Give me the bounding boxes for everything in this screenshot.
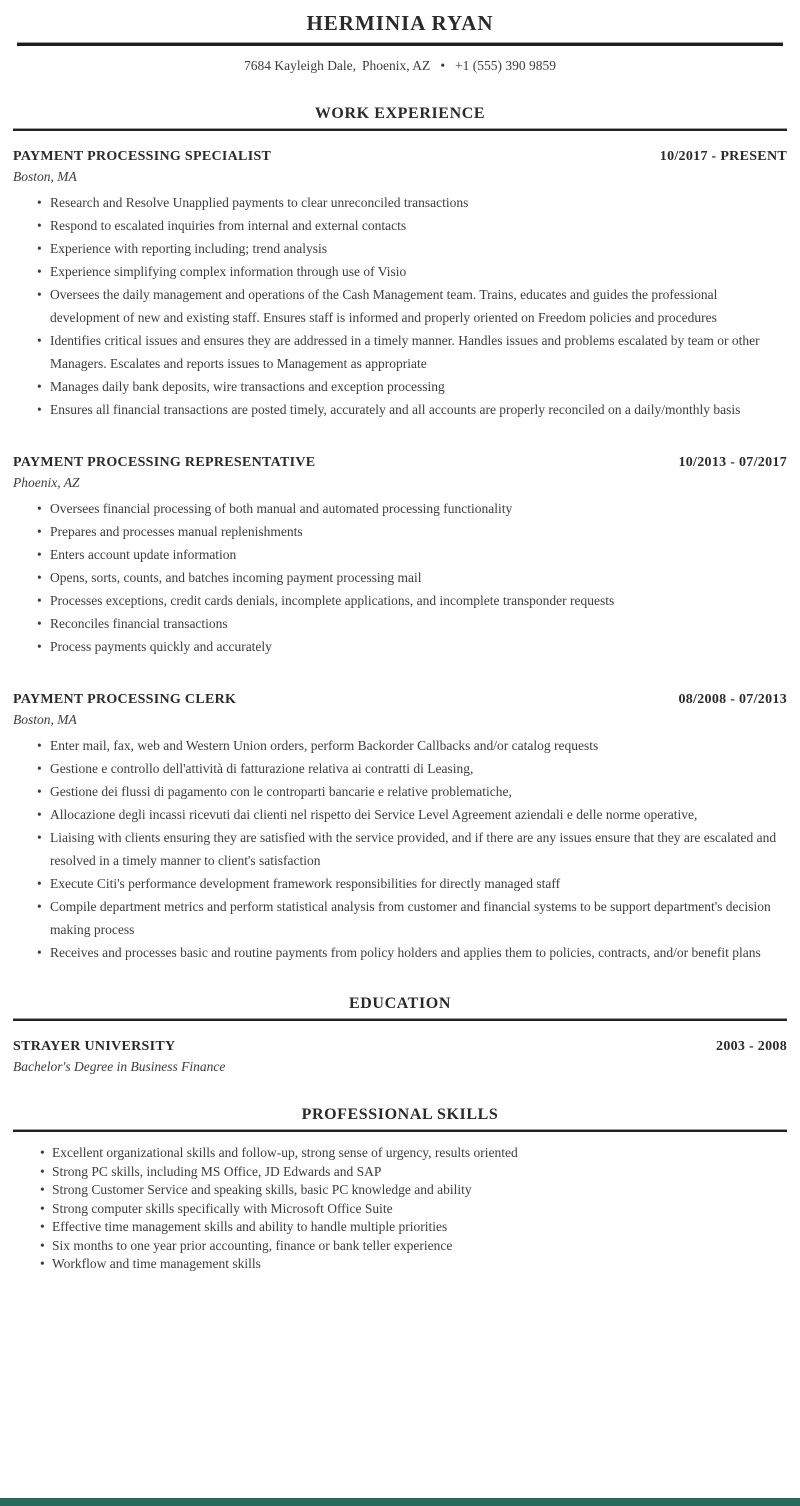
bullet-list <box>13 734 787 964</box>
job-location: Boston, MA <box>13 712 77 727</box>
bullet-item: • Enters account update information <box>13 543 787 566</box>
skill-item: • Effective time management skills and ability to handle multiple priorities <box>13 1218 787 1237</box>
job-dates: 10/2013 - 07/2017 <box>678 455 787 470</box>
bullet-item: • Execute Citi's performance development framework responsibilities for directly managed staff <box>13 872 787 895</box>
skill-item: • Workflow and time management skills <box>13 1255 787 1274</box>
education-dates: 2003 - 2008 <box>716 1039 787 1054</box>
degree: Bachelor's Degree in Business Finance <box>13 1059 226 1074</box>
skill-item: • Strong Customer Service and speaking skills, basic PC knowledge and ability <box>13 1181 787 1200</box>
bullet-item: • Research and Resolve Unapplied payments to clear unreconciled transactions <box>13 191 787 214</box>
skill-item: • Strong computer skills specifically with Microsoft Office Suite <box>13 1200 787 1219</box>
skill-item: • Excellent organizational skills and follow-up, strong sense of urgency, results oriented <box>13 1144 787 1163</box>
section-title-education: EDUCATION <box>348 995 451 1012</box>
section-rule-education <box>13 1018 787 1021</box>
bullet-item: • Gestione dei flussi di pagamento con le controparti bancarie e relative problematiche, <box>13 780 787 803</box>
bullet-list <box>13 497 787 658</box>
job-title: PAYMENT PROCESSING REPRESENTATIVE <box>13 455 316 470</box>
job-location: Boston, MA <box>13 169 77 184</box>
bullet-item: • Respond to escalated inquiries from internal and external contacts <box>13 214 787 237</box>
job-dates: 08/2008 - 07/2013 <box>678 692 787 707</box>
section-rule-work-experience <box>13 128 787 131</box>
footer-accent-bar <box>0 1498 800 1506</box>
section-rule-professional-skills <box>13 1129 787 1132</box>
contact-phone: +1 (555) 390 9859 <box>455 58 557 73</box>
job-header <box>13 148 787 165</box>
skills-list <box>13 1144 787 1274</box>
skill-item: • Strong PC skills, including MS Office, JD Edwards and SAP <box>13 1163 787 1182</box>
contact-city: Phoenix, AZ <box>362 58 431 73</box>
job-dates: 10/2017 - PRESENT <box>659 149 787 164</box>
header-divider <box>17 42 783 46</box>
bullet-item: • Ensures all financial transactions are posted timely, accurately and all accounts are properly reconciled on a daily/monthly basis <box>13 398 787 421</box>
bullet-list <box>13 191 787 421</box>
bullet-item: • Oversees the daily management and operations of the Cash Management team. Trains, educates and guides the professional development of new and existing staff. Ensures staff is informed and properly oriented on Freedom policies and procedures <box>13 283 787 329</box>
education-entry <box>13 1038 787 1075</box>
bullet-item: • Receives and processes basic and routine payments from policy holders and applies them to policies, contracts, and/or benefit plans <box>13 941 787 964</box>
bullet-item: • Manages daily bank deposits, wire transactions and exception processing <box>13 375 787 398</box>
dot-separator-icon: • <box>440 58 446 73</box>
bullet-item: • Allocazione degli incassi ricevuti dai clienti nel rispetto dei Service Level Agreement aziendali e delle norme operative, <box>13 803 787 826</box>
education-header <box>13 1038 787 1055</box>
bullet-item: • Experience with reporting including; trend analysis <box>13 237 787 260</box>
bullet-item: • Reconciles financial transactions <box>13 612 787 635</box>
contact-line <box>0 58 800 74</box>
work-experience-section <box>13 148 787 964</box>
school-name: STRAYER UNIVERSITY <box>13 1039 176 1054</box>
section-title-professional-skills: PROFESSIONAL SKILLS <box>301 1106 499 1123</box>
bullet-item: • Compile department metrics and perform statistical analysis from customer and financial systems to be support department's decision making process <box>13 895 787 941</box>
skill-item: • Six months to one year prior accounting, finance or bank teller experience <box>13 1237 787 1256</box>
bullet-item: • Oversees financial processing of both manual and automated processing functionality <box>13 497 787 520</box>
bullet-item: • Experience simplifying complex information through use of Visio <box>13 260 787 283</box>
job-entry-specialist <box>13 148 787 421</box>
bullet-item: • Liaising with clients ensuring they are satisfied with the service provided, and if there are any issues ensure that they are escalated and resolved in a timely manner to client's satisfaction <box>13 826 787 872</box>
job-header <box>13 454 787 471</box>
bullet-item: • Processes exceptions, credit cards denials, incomplete applications, and incomplete transponder requests <box>13 589 787 612</box>
bullet-item: • Opens, sorts, counts, and batches incoming payment processing mail <box>13 566 787 589</box>
bullet-item: • Enter mail, fax, web and Western Union orders, perform Backorder Callbacks and/or catalog requests <box>13 734 787 757</box>
bullet-item: • Prepares and processes manual replenishments <box>13 520 787 543</box>
contact-address: 7684 Kayleigh Dale, <box>243 58 357 73</box>
job-location: Phoenix, AZ <box>13 475 80 490</box>
job-header <box>13 691 787 708</box>
job-title: PAYMENT PROCESSING CLERK <box>13 692 237 707</box>
bullet-item: • Process payments quickly and accurately <box>13 635 787 658</box>
job-entry-clerk <box>13 691 787 964</box>
bullet-item: • Identifies critical issues and ensures they are addressed in a timely manner. Handles issues and problems escalated by team or other Managers. Escalates and reports issues to Management as appropriate <box>13 329 787 375</box>
job-entry-representative <box>13 454 787 658</box>
candidate-name: HERMINIA RYAN <box>306 11 494 35</box>
bullet-item: • Gestione e controllo dell'attività di fatturazione relativa ai contratti di Leasing, <box>13 757 787 780</box>
job-title: PAYMENT PROCESSING SPECIALIST <box>13 149 272 164</box>
section-title-work-experience: WORK EXPERIENCE <box>314 105 486 122</box>
